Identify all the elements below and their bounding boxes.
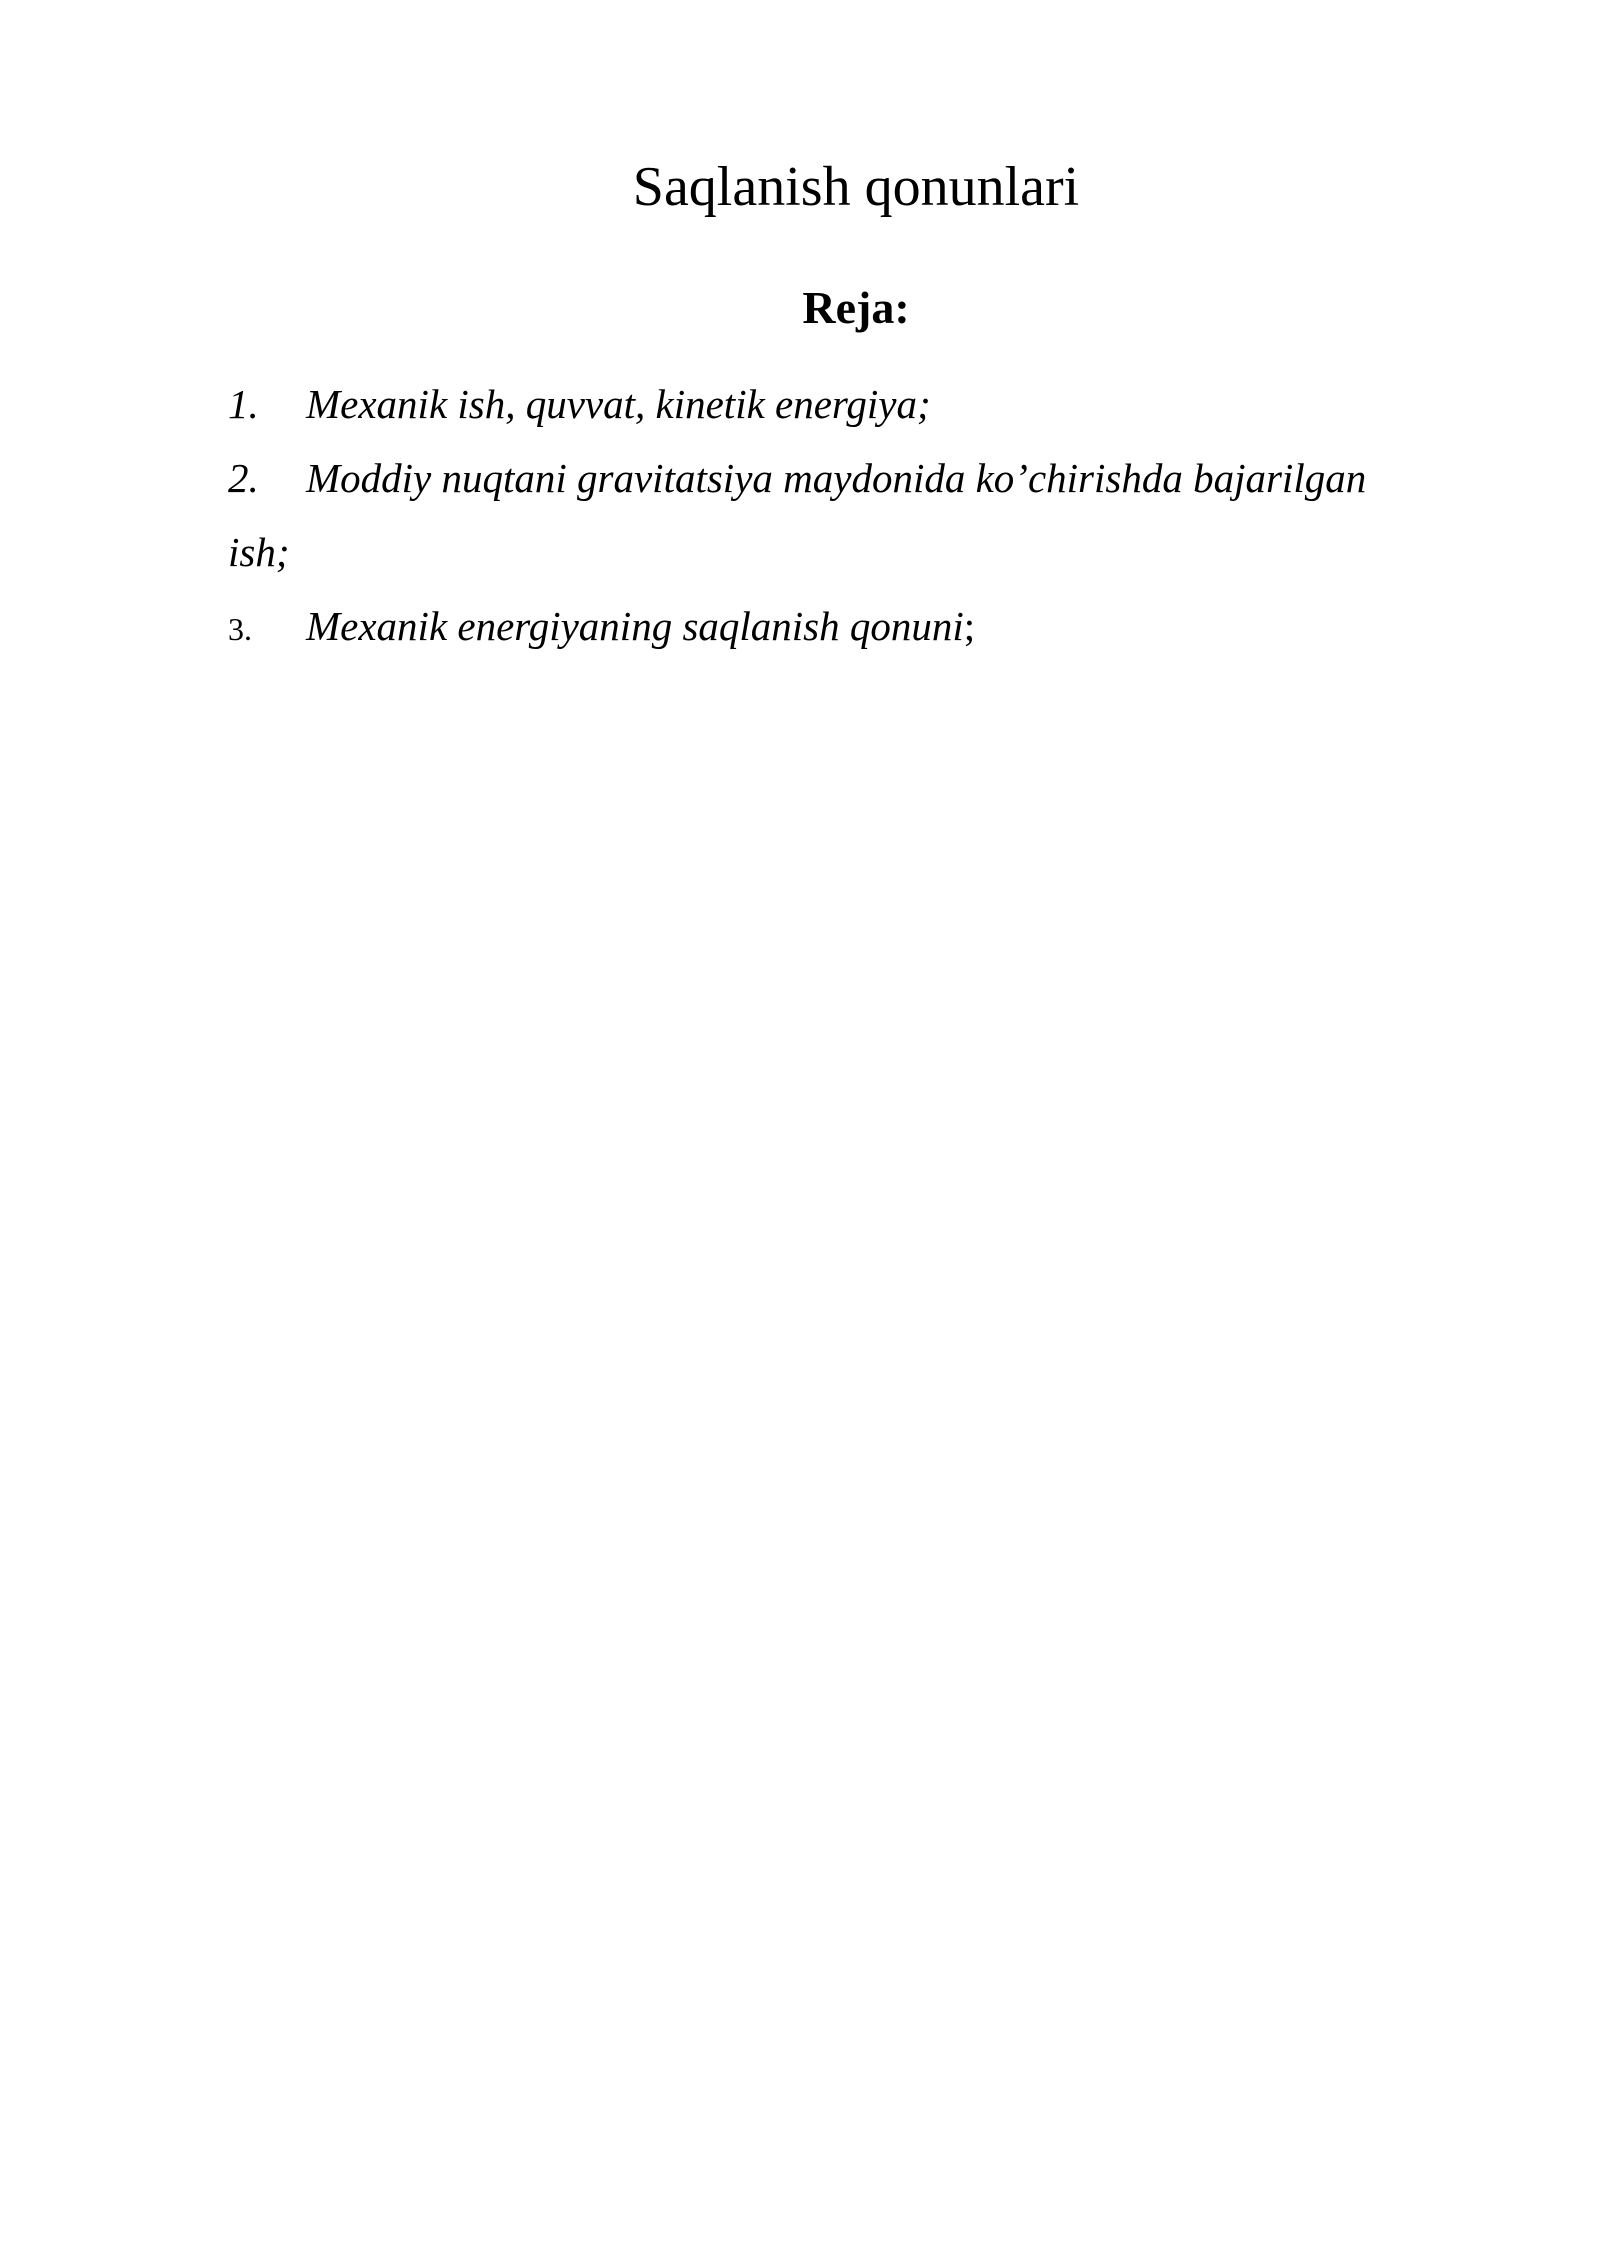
plan-item-3 [228,600,1428,655]
plan-list [228,378,1428,677]
plan-item-2 [228,452,1428,578]
plan-item-number: 1. [228,381,259,427]
plan-item-number: 2. [228,455,259,501]
plan-item-number: 3. [228,611,252,647]
plan-item-continuation: ish; [228,529,290,575]
plan-item-text: Mexanik ish, quvvat, kinetik energiya; [306,381,931,427]
plan-item-text: Moddiy nuqtani gravitatsiya maydonida ko’chirishda bajarilgan [306,455,1367,501]
plan-heading: Reja: [802,282,910,333]
page-title: Saqlanish qonunlari [632,156,1080,218]
plan-item-1 [228,378,1428,430]
plan-item-suffix: ; [963,603,976,649]
plan-item-text: Mexanik energiyaning saqlanish qonuni [306,603,964,649]
